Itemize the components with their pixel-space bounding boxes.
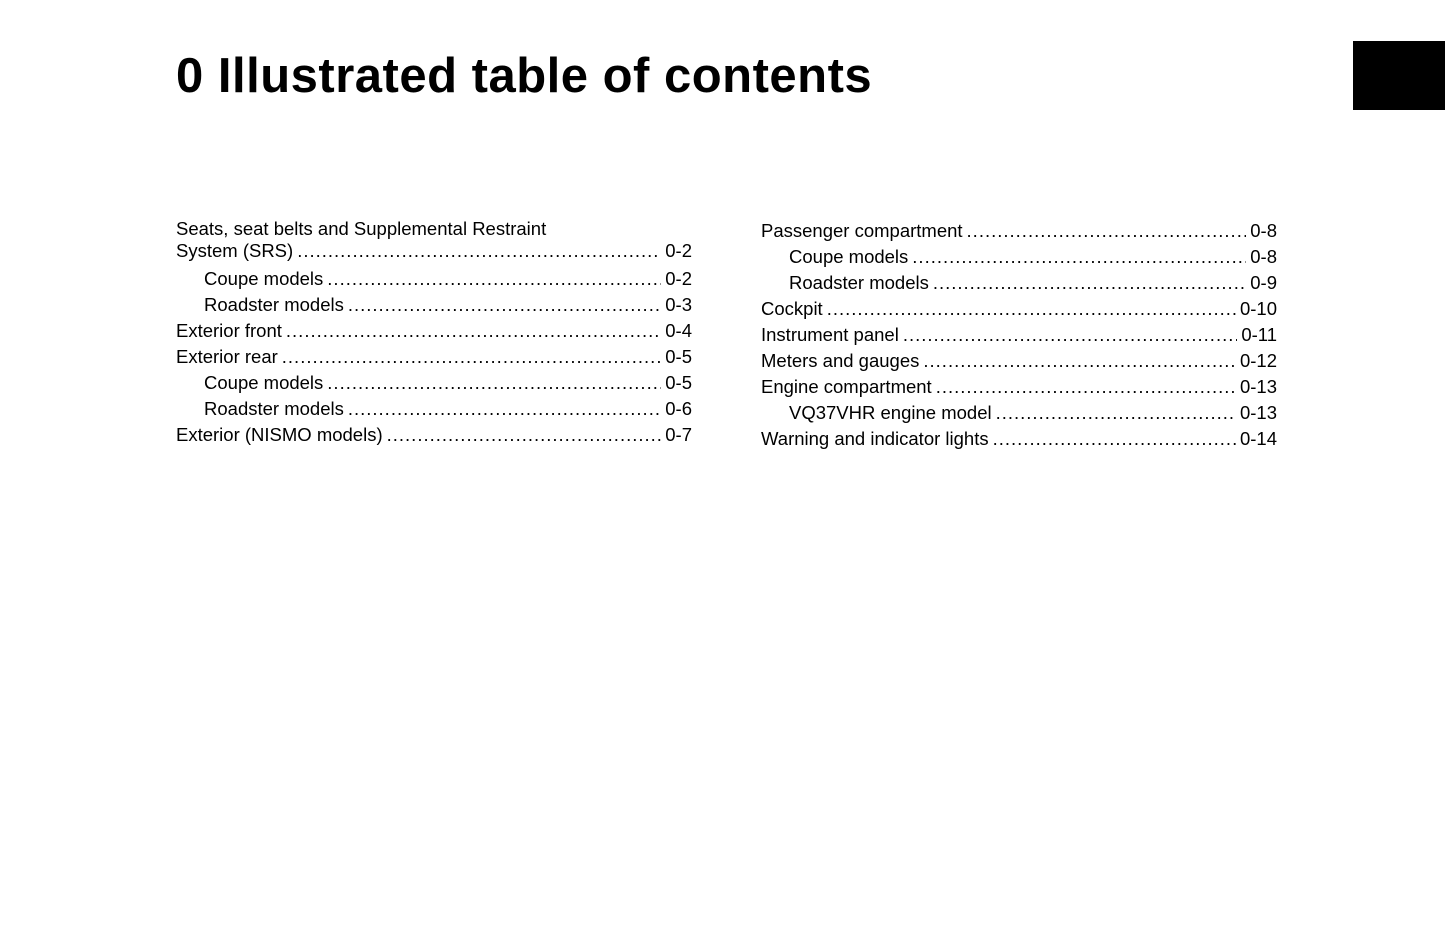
toc-entry[interactable] — [176, 344, 692, 370]
toc-leader-dots — [933, 270, 1246, 296]
toc-subentry[interactable] — [176, 370, 692, 396]
toc-subentry[interactable] — [761, 270, 1277, 296]
toc-subentry[interactable] — [176, 396, 692, 422]
toc-leader-dots — [286, 318, 661, 344]
toc-page-number: 0-10 — [1239, 298, 1277, 319]
toc-page-number: 0-8 — [1250, 220, 1277, 241]
toc-page-number: 0-3 — [665, 294, 692, 315]
toc-entry-heading: Seats, seat belts and Supplemental Restraint — [176, 218, 547, 239]
toc-subentry[interactable] — [761, 400, 1277, 426]
toc-page-number: 0-2 — [665, 268, 692, 289]
toc-entry[interactable] — [761, 218, 1277, 244]
toc-entry[interactable] — [176, 240, 692, 262]
toc-entry-label: Exterior (NISMO models) — [176, 424, 383, 445]
toc-entry-label: Passenger compartment — [761, 220, 963, 241]
toc-entry[interactable] — [761, 374, 1277, 400]
toc-entry-label: Cockpit — [761, 298, 823, 319]
toc-entry-label: Instrument panel — [761, 324, 899, 345]
toc-right-column — [761, 218, 1277, 452]
toc-page-number: 0-11 — [1241, 324, 1277, 345]
chapter-tab — [1353, 41, 1445, 110]
toc-page-number: 0-2 — [665, 240, 692, 261]
toc-leader-dots — [827, 296, 1236, 322]
toc-page-number: 0-4 — [665, 320, 692, 341]
toc-entry[interactable] — [761, 348, 1277, 374]
page-title: 0 Illustrated table of contents — [176, 49, 873, 103]
toc-leader-dots — [327, 370, 661, 396]
toc-leader-dots — [912, 244, 1246, 270]
toc-left-column — [176, 218, 692, 448]
toc-leader-dots — [348, 292, 661, 318]
toc-page-number: 0-7 — [665, 424, 692, 445]
toc-leader-dots — [297, 240, 661, 262]
toc-leader-dots — [282, 344, 661, 370]
toc-entry-label: VQ37VHR engine model — [789, 402, 992, 423]
toc-leader-dots — [967, 218, 1247, 244]
toc-subentry[interactable] — [176, 292, 692, 318]
toc-subentry[interactable] — [176, 266, 692, 292]
toc-entry-label: Exterior front — [176, 320, 282, 341]
toc-page-number: 0-12 — [1239, 350, 1277, 371]
toc-page-number: 0-5 — [665, 372, 692, 393]
toc-leader-dots — [903, 322, 1238, 348]
toc-page-number: 0-9 — [1250, 272, 1277, 293]
toc-entry-label: Coupe models — [204, 372, 324, 393]
toc-leader-dots — [387, 422, 662, 448]
toc-entry-label: System (SRS) — [176, 240, 294, 261]
toc-subentry[interactable] — [761, 244, 1277, 270]
toc-entry-label: Roadster models — [204, 398, 344, 419]
toc-page-number: 0-13 — [1239, 376, 1277, 397]
toc-page-number: 0-14 — [1239, 428, 1277, 449]
toc-leader-dots — [923, 348, 1236, 374]
toc-entry-label: Exterior rear — [176, 346, 278, 367]
toc-entry[interactable] — [761, 322, 1277, 348]
toc-entry-label: Roadster models — [789, 272, 929, 293]
toc-entry-label: Coupe models — [789, 246, 909, 267]
toc-leader-dots — [996, 400, 1236, 426]
toc-page-number: 0-6 — [665, 398, 692, 419]
toc-entry-label: Warning and indicator lights — [761, 428, 989, 449]
toc-leader-dots — [327, 266, 661, 292]
toc-entry-label: Roadster models — [204, 294, 344, 315]
toc-page-number: 0-5 — [665, 346, 692, 367]
toc-page-number: 0-8 — [1250, 246, 1277, 267]
toc-page-number: 0-13 — [1239, 402, 1277, 423]
toc-leader-dots — [993, 426, 1236, 452]
toc-leader-dots — [348, 396, 661, 422]
toc-entry[interactable] — [176, 422, 692, 448]
toc-entry-label: Meters and gauges — [761, 350, 920, 371]
toc-leader-dots — [936, 374, 1236, 400]
toc-entry[interactable] — [761, 296, 1277, 322]
toc-entry[interactable] — [761, 426, 1277, 452]
toc-entry-label: Engine compartment — [761, 376, 932, 397]
toc-entry[interactable] — [176, 318, 692, 344]
toc-entry-label: Coupe models — [204, 268, 324, 289]
